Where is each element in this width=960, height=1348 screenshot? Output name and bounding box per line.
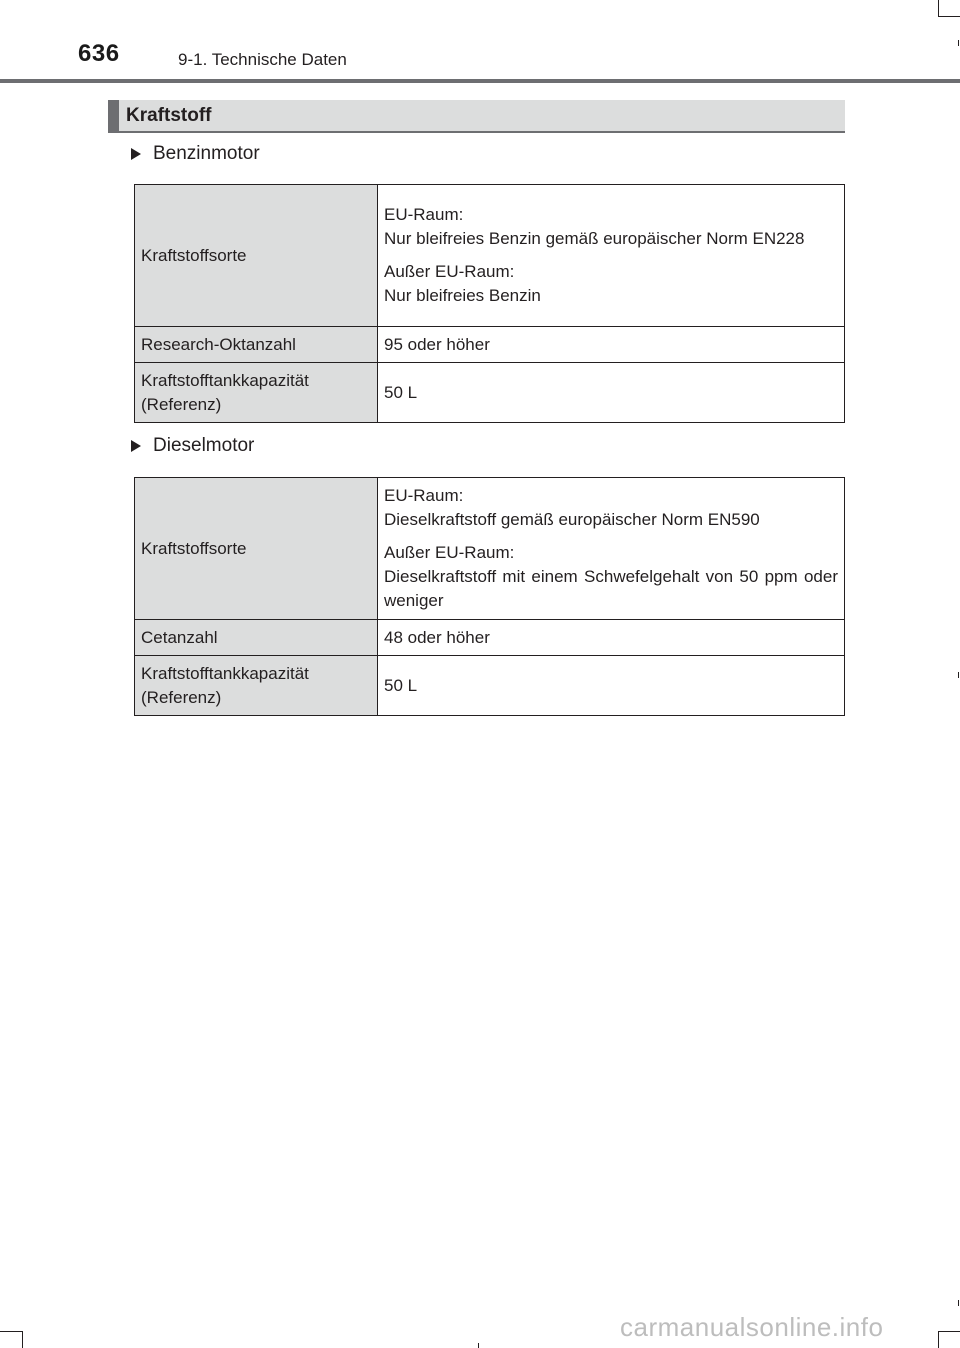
watermark: carmanualsonline.info — [620, 1312, 884, 1342]
crop-mark-bottom-left-v — [22, 1331, 23, 1348]
diesel-heading-text: Dieselmotor — [153, 435, 255, 456]
page-number: 636 — [78, 40, 120, 67]
value-line: Dieselkraftstoff mit einem Schwefelgehalt von 50 ppm oder weniger — [384, 567, 838, 610]
triangle-bullet-icon — [131, 440, 141, 452]
table-label-cell: Research-Oktanzahl — [135, 327, 378, 363]
table-value-cell — [378, 478, 845, 620]
petrol-heading-text: Benzinmotor — [153, 143, 260, 164]
label-line: (Referenz) — [141, 687, 222, 707]
crop-mark-right-top — [958, 40, 959, 46]
table-label-cell: Cetanzahl — [135, 620, 378, 656]
value-line: Nur bleifreies Benzin — [384, 286, 541, 305]
table-label-cell: Kraftstoffsorte — [135, 478, 378, 620]
value-paragraph — [384, 541, 838, 613]
value-line: EU-Raum: — [384, 486, 464, 505]
table-label-cell: Kraftstoffsorte — [135, 185, 378, 327]
value-line: Nur bleifreies Benzin gemäß europäischer Norm EN228 — [384, 229, 805, 248]
value-line: EU-Raum: — [384, 205, 464, 224]
table-value-cell: 48 oder höher — [378, 620, 845, 656]
label-line: Kraftstofftankkapazität — [141, 370, 309, 390]
petrol-fuel-table — [134, 184, 845, 423]
value-paragraph — [384, 203, 838, 251]
table-value-cell: 50 L — [378, 656, 845, 716]
crop-mark-bottom-left — [0, 1331, 22, 1332]
petrol-heading — [131, 143, 260, 165]
section-bar — [108, 100, 845, 132]
table-label-cell — [135, 363, 378, 423]
table-row — [135, 620, 845, 656]
value-paragraph — [384, 484, 838, 532]
header-rule — [0, 79, 960, 83]
crop-mark-right-mid — [958, 672, 959, 678]
table-row — [135, 656, 845, 716]
table-row — [135, 478, 845, 620]
crop-mark-bottom-tick — [478, 1343, 479, 1348]
running-title: 9-1. Technische Daten — [178, 50, 347, 69]
value-line: Außer EU-Raum: — [384, 543, 515, 562]
section-title: Kraftstoff — [126, 105, 212, 126]
crop-mark-top-right — [938, 0, 939, 16]
label-line: (Referenz) — [141, 394, 222, 414]
table-value-cell — [378, 185, 845, 327]
triangle-bullet-icon — [131, 148, 141, 160]
value-line: Dieselkraftstoff gemäß europäischer Norm EN590 — [384, 510, 760, 529]
diesel-fuel-table — [134, 477, 845, 716]
table-row — [135, 327, 845, 363]
crop-mark-top-right-h — [938, 16, 960, 17]
diesel-heading — [131, 435, 254, 457]
table-value-cell: 50 L — [378, 363, 845, 423]
crop-mark-bottom-right-v — [938, 1331, 939, 1348]
value-line: Außer EU-Raum: — [384, 262, 515, 281]
label-line: Kraftstofftankkapazität — [141, 663, 309, 683]
crop-mark-right-bottom — [958, 1300, 959, 1306]
page-header — [0, 0, 960, 84]
value-paragraph — [384, 260, 838, 308]
table-label-cell — [135, 656, 378, 716]
table-value-cell: 95 oder höher — [378, 327, 845, 363]
table-row — [135, 185, 845, 327]
table-row — [135, 363, 845, 423]
crop-mark-bottom-right — [938, 1331, 960, 1332]
